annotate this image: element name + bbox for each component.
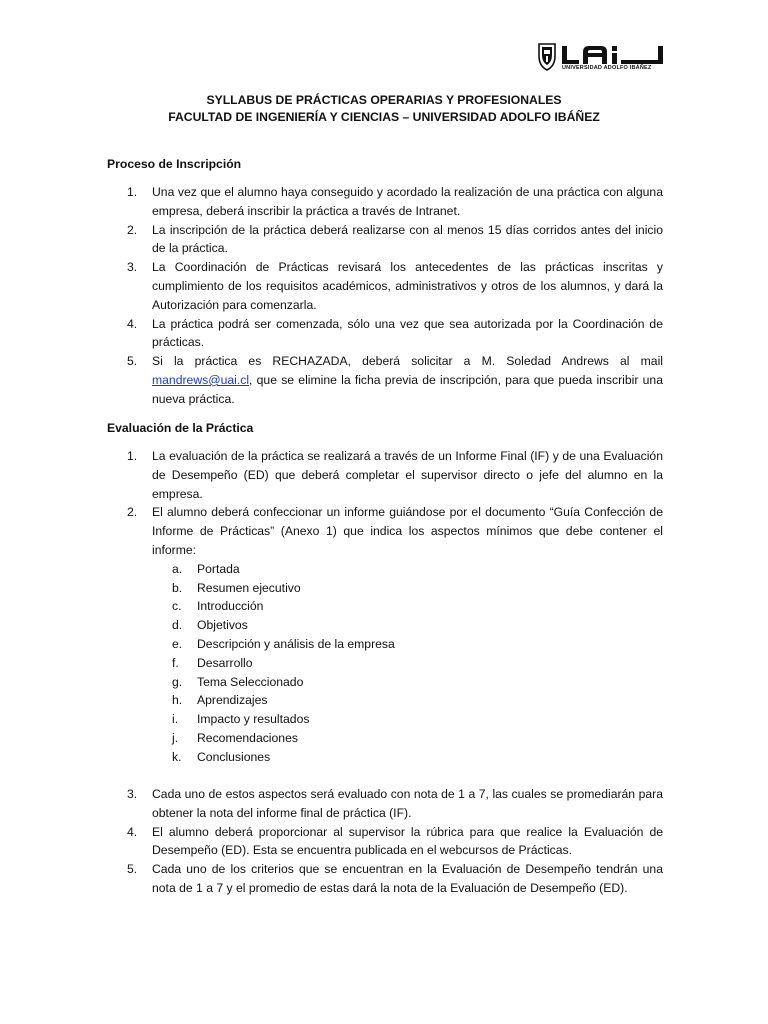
list-item — [107, 315, 663, 353]
email-link[interactable]: mandrews@uai.cl — [152, 372, 250, 387]
item-number: 5. — [127, 354, 138, 369]
item-number: 5. — [127, 862, 138, 877]
aspect-letter: a. — [172, 561, 183, 576]
title-line-1: SYLLABUS DE PRÁCTICAS OPERARIAS Y PROFESIONALES — [206, 93, 562, 107]
aspect-text: Portada — [197, 561, 240, 576]
aspect-item — [152, 560, 663, 579]
aspect-letter: j. — [172, 730, 179, 745]
aspect-text: Conclusiones — [197, 749, 271, 764]
aspect-text: Objetivos — [197, 618, 248, 633]
item-text: El alumno deberá confeccionar un informe guiándose por el documento “Guía Confección de Informe de Prácticas” (Anexo 1) que indica los aspectos mínimos que debe contener el informe: — [152, 505, 663, 557]
aspect-text: Desarrollo — [197, 655, 253, 670]
list-item — [107, 183, 663, 221]
aspect-text: Resumen ejecutivo — [197, 580, 301, 595]
list-item — [107, 503, 663, 766]
document-title — [0, 92, 768, 126]
evaluacion-list-bottom — [107, 785, 663, 898]
aspect-letter: c. — [172, 599, 182, 614]
item-text: La inscripción de la práctica deberá realizarse con al menos 15 días corridos antes del inicio de la práctica. — [152, 222, 663, 256]
aspect-text: Impacto y resultados — [197, 712, 310, 727]
item-number: 3. — [127, 260, 138, 275]
item-number: 2. — [127, 505, 138, 520]
aspect-letter: e. — [172, 636, 183, 651]
aspect-text: Aprendizajes — [197, 693, 268, 708]
item-number: 4. — [127, 824, 138, 839]
item-text: La práctica podrá ser comenzada, sólo una vez que sea autorizada por la Coordinación de prácticas. — [152, 316, 663, 350]
list-item — [107, 823, 663, 861]
aspect-letter: g. — [172, 674, 183, 689]
item-text: Cada uno de estos aspectos será evaluado con nota de 1 a 7, las cuales se promediarán para obtener la nota del informe final de práctica (IF). — [152, 787, 663, 820]
aspect-letter: k. — [172, 749, 182, 764]
item-text-after-link: , que se elimine la ficha previa de inscripción, para que pueda inscribir una nueva práctica. — [152, 372, 663, 406]
aspect-text: Recomendaciones — [197, 730, 298, 745]
aspect-item — [152, 579, 663, 598]
aspect-item — [152, 748, 663, 767]
aspect-letter: f. — [172, 655, 179, 670]
aspect-letter: i. — [172, 712, 179, 727]
aspect-item — [152, 597, 663, 616]
item-text: El alumno deberá proporcionar al supervisor la rúbrica para que realice la Evaluación de Desempeño (ED). Esta se encuentra publicada en el webcursos de Prácticas. — [152, 824, 663, 858]
aspect-text: Descripción y análisis de la empresa — [197, 636, 395, 651]
item-number: 1. — [127, 185, 138, 199]
item-text-before-link: Si la práctica es RECHAZADA, deberá solicitar a M. Soledad Andrews al mail — [152, 354, 663, 369]
crest-icon — [539, 44, 555, 70]
item-text: La evaluación de la práctica se realizará a través de un Informe Final (IF) y de una Evaluación de Desempeño (ED) que deberá completar el supervisor directo o jefe del alumno en la empresa. — [152, 449, 663, 501]
aspect-item — [152, 654, 663, 673]
evaluacion-list-top — [107, 447, 663, 767]
item-number: 2. — [127, 222, 138, 237]
item-number: 1. — [127, 449, 138, 463]
list-item — [107, 352, 663, 408]
heading-evaluacion-practica: Evaluación de la Práctica — [107, 421, 254, 435]
aspect-item — [152, 691, 663, 710]
aspect-item — [152, 673, 663, 692]
aspect-item — [152, 729, 663, 748]
aspects-list — [152, 560, 663, 767]
aspect-text: Introducción — [197, 599, 264, 614]
aspect-item — [152, 616, 663, 635]
aspect-letter: b. — [172, 580, 183, 595]
aspect-letter: d. — [172, 618, 183, 633]
item-text: La Coordinación de Prácticas revisará los antecedentes de las prácticas inscritas y cumplimiento de los requisitos académicos, administrativos y otros de los alumnos, y dará la Autorización para comenzarla. — [152, 260, 663, 312]
title-line-2: FACULTAD DE INGENIERÍA Y CIENCIAS – UNIVERSIDAD ADOLFO IBÁÑEZ — [168, 110, 600, 124]
inscripcion-list — [107, 183, 663, 409]
list-item — [107, 860, 663, 898]
aspect-text: Tema Seleccionado — [197, 674, 304, 689]
aspect-letter: h. — [172, 693, 183, 708]
aspect-item — [152, 635, 663, 654]
item-text: Una vez que el alumno haya conseguido y acordado la realización de una práctica con alguna empresa, deberá inscribir la práctica a través de Intranet. — [152, 185, 663, 218]
item-number: 3. — [127, 787, 138, 801]
list-item — [107, 221, 663, 259]
logo-caption: UNIVERSIDAD ADOLFO IBÁÑEZ — [562, 65, 652, 71]
item-number: 4. — [127, 316, 138, 331]
list-item — [107, 258, 663, 314]
list-item — [107, 785, 663, 823]
item-text: Cada uno de los criterios que se encuentran en la Evaluación de Desempeño tendrán una nota de 1 a 7 y el promedio de estas dará la nota de la Evaluación de Desempeño (ED). — [152, 862, 663, 895]
list-item — [107, 447, 663, 503]
aspect-item — [152, 710, 663, 729]
heading-proceso-inscripcion: Proceso de Inscripción — [107, 157, 242, 171]
